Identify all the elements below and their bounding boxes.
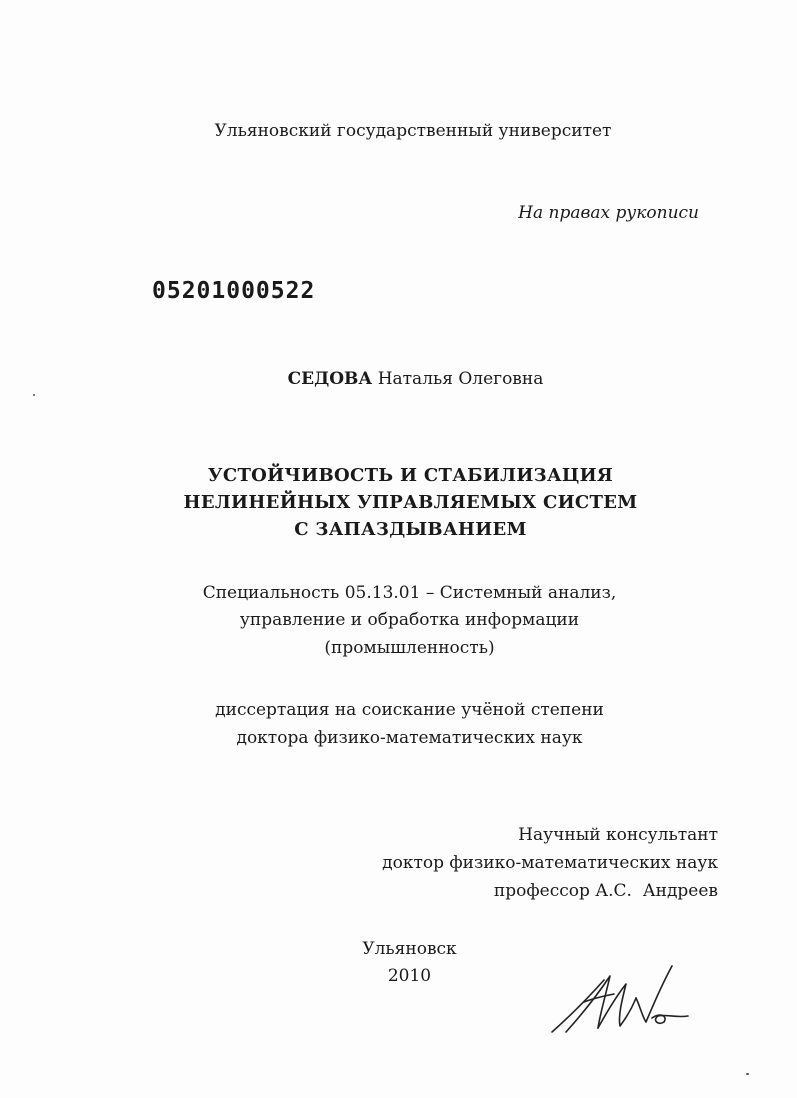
scan-speck: [746, 1073, 749, 1075]
specialty-line-3: (промышленность): [324, 638, 495, 658]
degree-line-1: диссертация на соискание учёной степени: [215, 700, 604, 720]
degree-line-2: доктора физико-математических наук: [236, 728, 583, 748]
thesis-title-line-2: НЕЛИНЕЙНЫХ УПРАВЛЯЕМЫХ СИСТЕМ: [183, 492, 638, 513]
scan-speck: [33, 394, 35, 396]
author-name: [17, 369, 797, 389]
author-given-names: Наталья Олеговна: [377, 369, 544, 389]
specialty-line-2: управление и обработка информации: [239, 610, 580, 630]
manuscript-rights-note: На правах рукописи: [518, 203, 699, 223]
specialty-line-1: Специальность 05.13.01 – Системный анализ,: [202, 583, 617, 603]
catalog-number-stamp: 05201000522: [152, 278, 316, 304]
consultant-degree: доктор физико-математических наук: [382, 853, 718, 873]
consultant-role: Научный консультант: [518, 825, 718, 845]
author-surname: СЕДОВА: [287, 369, 373, 389]
thesis-title-line-3: С ЗАПАЗДЫВАНИЕМ: [294, 519, 527, 540]
university-name: Ульяновский государственный университет: [214, 121, 612, 141]
city: Ульяновск: [362, 939, 457, 959]
thesis-title-line-1: УСТОЙЧИВОСТЬ И СТАБИЛИЗАЦИЯ: [207, 465, 614, 486]
year: 2010: [387, 966, 432, 986]
consultant-name: профессор А.С. Андреев: [493, 881, 718, 901]
handwritten-signature-icon: [548, 958, 698, 1038]
